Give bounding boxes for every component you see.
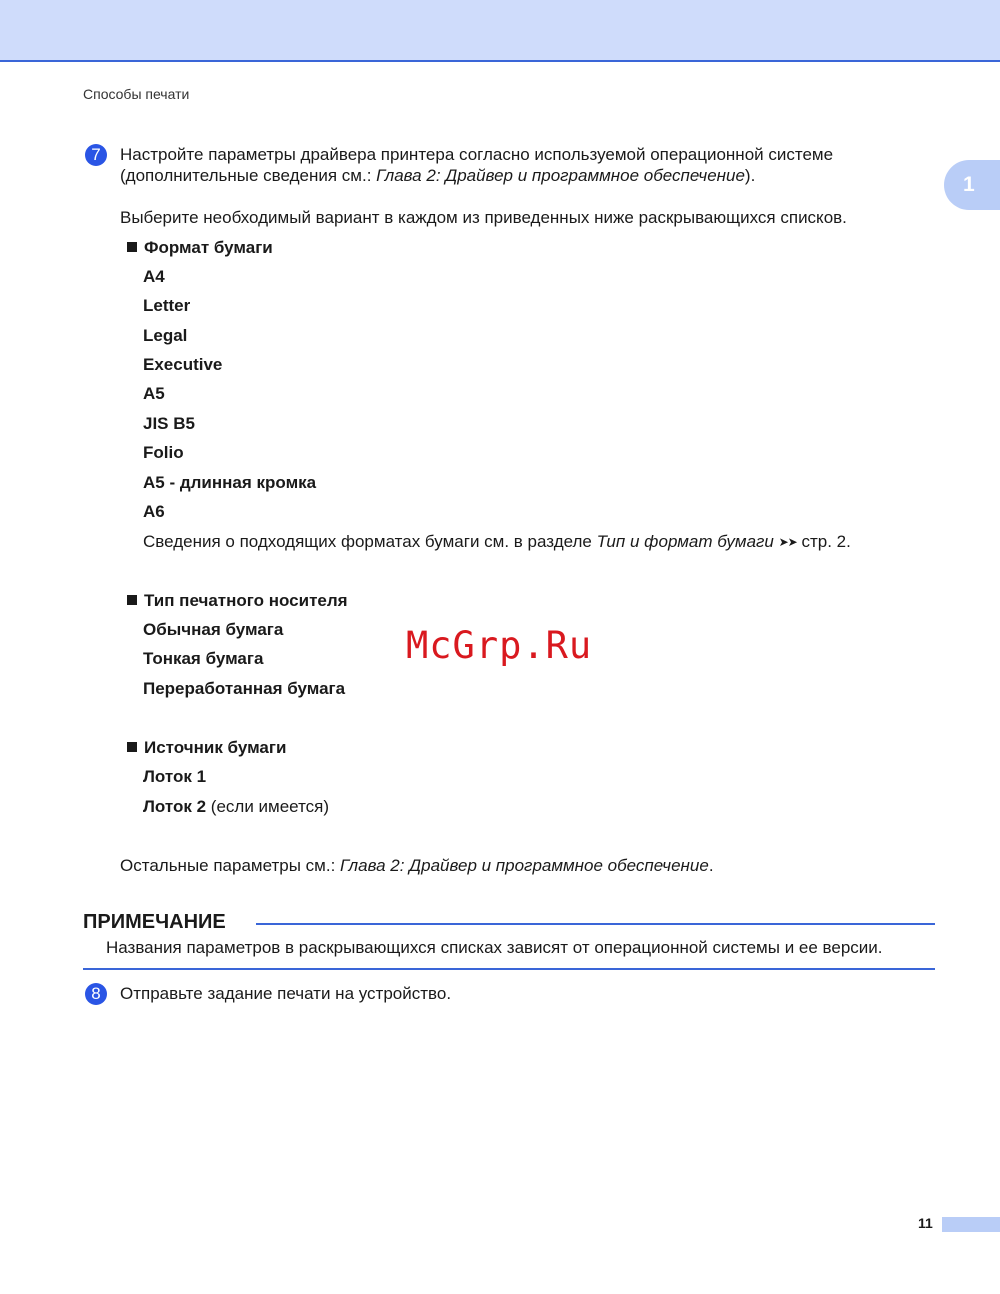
step-8-text: Отправьте задание печати на устройство. — [120, 984, 452, 1003]
bullet-square-icon — [127, 742, 137, 752]
top-band — [0, 0, 1000, 62]
watermark: McGrp.Ru — [406, 624, 593, 667]
step-8-badge: 8 — [85, 983, 107, 1005]
paper-size-option: A5 — [143, 384, 165, 403]
chapter-tab: 1 — [944, 160, 1000, 210]
media-type-option: Переработанная бумага — [143, 679, 346, 698]
paper-source-tray-1: Лоток 1 — [143, 767, 207, 786]
paper-size-option: A5 - длинная кромка — [143, 473, 317, 492]
note-title: ПРИМЕЧАНИЕ — [83, 911, 226, 933]
paper-source-heading: Источник бумаги — [127, 738, 286, 758]
chapter-2-reference: Глава 2: Драйвер и программное обеспечение — [376, 166, 745, 185]
paper-size-option: JIS B5 — [143, 414, 195, 433]
paper-size-option: Letter — [143, 296, 191, 315]
paper-size-heading: Формат бумаги — [127, 238, 273, 258]
chapter-2-reference: Глава 2: Драйвер и программное обеспечение — [340, 856, 709, 875]
bullet-square-icon — [127, 242, 137, 252]
note-text: Названия параметров в раскрывающихся списках зависят от операционной системы и ее версии. — [106, 938, 883, 957]
paper-size-option: Folio — [143, 443, 184, 462]
paper-size-reference: Сведения о подходящих форматах бумаги см. в разделе Тип и формат бумаги ➤➤ стр. 2. — [143, 532, 851, 551]
media-type-heading: Тип печатного носителя — [127, 591, 348, 611]
paper-size-option: A4 — [143, 267, 165, 286]
double-arrow-icon: ➤➤ — [778, 535, 797, 549]
paper-source-tray-2: Лоток 2 (если имеется) — [143, 797, 330, 816]
media-type-option: Тонкая бумага — [143, 649, 264, 668]
step-7-text-line1: Настройте параметры драйвера принтера согласно используемой операционной системе — [120, 145, 834, 164]
paper-size-option: Executive — [143, 355, 223, 374]
step-7-intro: Выберите необходимый вариант в каждом из приведенных ниже раскрывающихся списков. — [120, 208, 847, 227]
note-divider-bottom — [83, 968, 935, 970]
paper-type-size-link[interactable]: Тип и формат бумаги — [596, 532, 774, 551]
step-7-text-line2: (дополнительные сведения см.: Глава 2: Драйвер и программное обеспечение). — [120, 166, 756, 185]
running-header: Способы печати — [83, 86, 190, 102]
media-type-option: Обычная бумага — [143, 620, 284, 639]
bullet-square-icon — [127, 595, 137, 605]
paper-size-option: A6 — [143, 502, 165, 521]
other-params-text: Остальные параметры см.: Глава 2: Драйвер и программное обеспечение. — [120, 856, 714, 875]
page-number-bar — [942, 1217, 1000, 1232]
step-7-badge: 7 — [85, 144, 107, 166]
page-number: 11 — [918, 1215, 933, 1231]
note-divider-top — [256, 923, 935, 925]
paper-size-option: Legal — [143, 326, 188, 345]
